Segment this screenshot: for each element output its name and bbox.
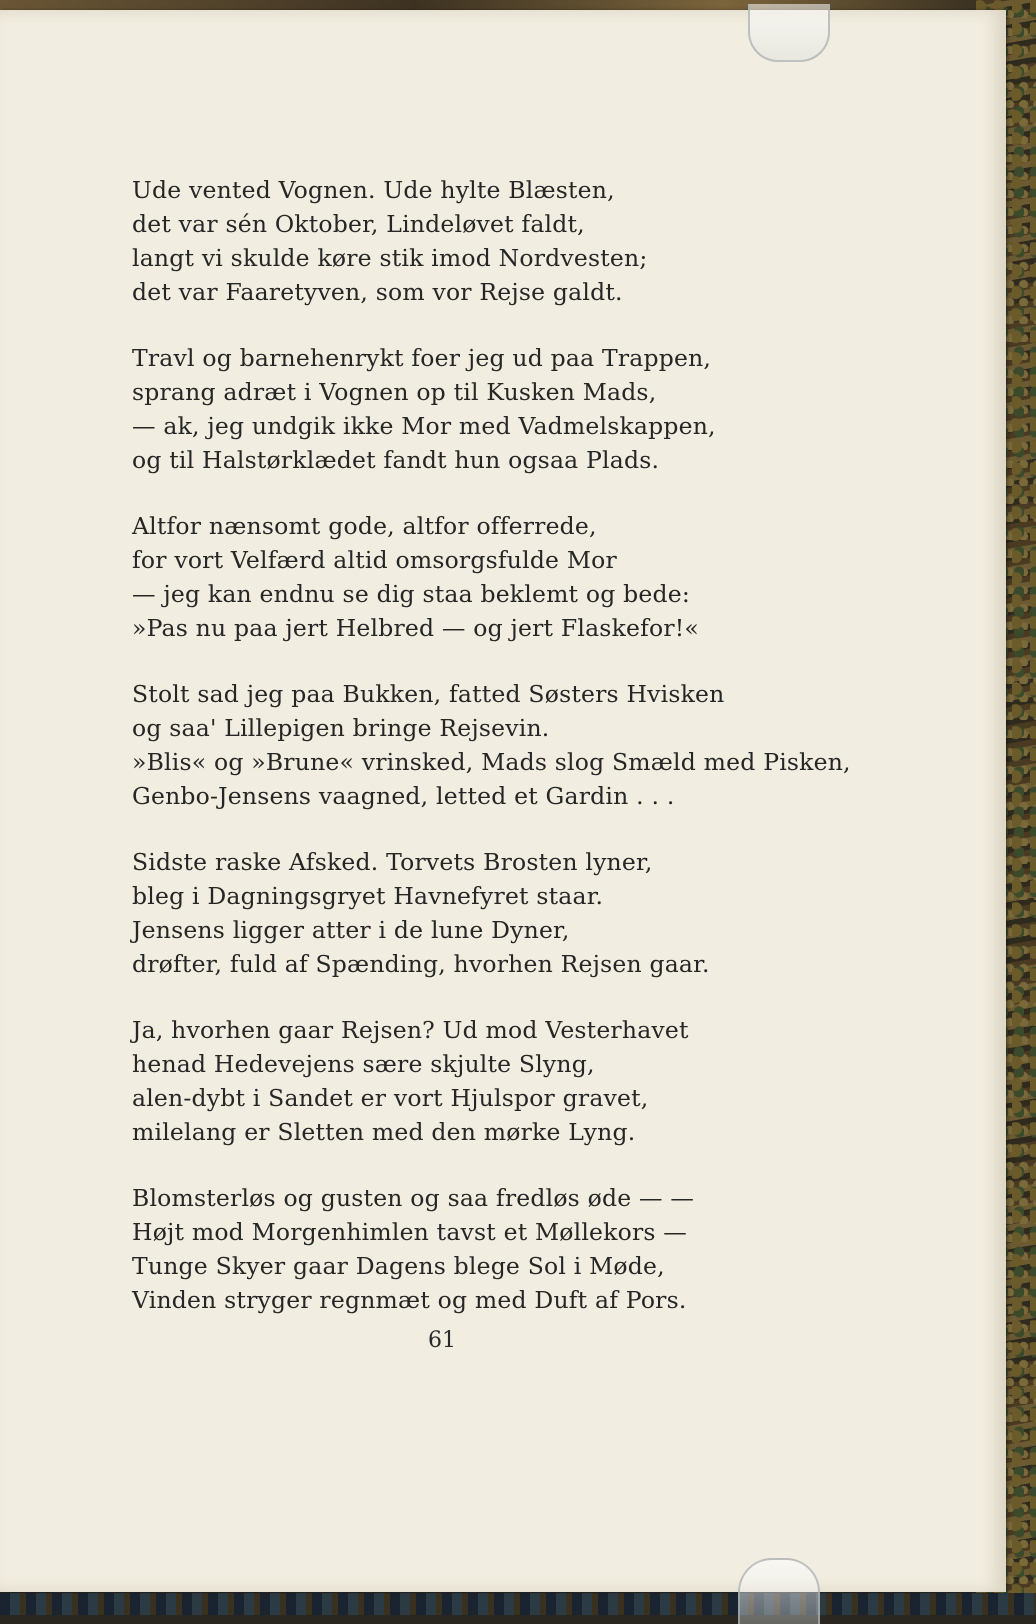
poem-line: — jeg kan endnu se dig staa beklemt og bede: (132, 580, 690, 608)
poem-line: Jensens ligger atter i de lune Dyner, (132, 916, 570, 944)
poem-line: bleg i Dagningsgryet Havnefyret staar. (132, 882, 604, 910)
page-clip-top (748, 4, 830, 62)
stanza-5 (132, 845, 952, 981)
poem (132, 173, 952, 1349)
poem-line: sprang adræt i Vognen op til Kusken Mads, (132, 378, 657, 406)
stanza-6 (132, 1013, 952, 1149)
poem-line: Ja, hvorhen gaar Rejsen? Ud mod Vesterhavet (132, 1016, 689, 1044)
page-clip-bottom (738, 1558, 820, 1624)
poem-line: det var sén Oktober, Lindeløvet faldt, (132, 210, 585, 238)
poem-line: milelang er Sletten med den mørke Lyng. (132, 1118, 636, 1146)
poem-line: langt vi skulde køre stik imod Nordvesten; (132, 244, 648, 272)
poem-line: det var Faaretyven, som vor Rejse galdt. (132, 278, 623, 306)
poem-line: Ude vented Vognen. Ude hylte Blæsten, (132, 176, 615, 204)
poem-line: — ak, jeg undgik ikke Mor med Vadmelskappen, (132, 412, 716, 440)
poem-line: og til Halstørklædet fandt hun ogsaa Plads. (132, 446, 660, 474)
poem-line: henad Hedevejens sære skjulte Slyng, (132, 1050, 595, 1078)
stanza-7 (132, 1181, 952, 1317)
stanza-4 (132, 677, 952, 813)
poem-line: Genbo-Jensens vaagned, letted et Gardin . . . (132, 782, 675, 810)
poem-line: Stolt sad jeg paa Bukken, fatted Søsters Hvisken (132, 680, 725, 708)
poem-line: drøfter, fuld af Spænding, hvorhen Rejsen gaar. (132, 950, 710, 978)
poem-line: alen-dybt i Sandet er vort Hjulspor gravet, (132, 1084, 649, 1112)
poem-line: og saa' Lillepigen bringe Rejsevin. (132, 714, 550, 742)
poem-line: Travl og barnehenrykt foer jeg ud paa Trappen, (132, 344, 712, 372)
poem-line: Vinden stryger regnmæt og med Duft af Pors. (132, 1286, 687, 1314)
poem-line: Sidste raske Afsked. Torvets Brosten lyner, (132, 848, 653, 876)
poem-line: »Pas nu paa jert Helbred — og jert Flaskefor!« (132, 614, 700, 642)
book-cover-bottom-edge (0, 1593, 1036, 1615)
book-page (0, 10, 1006, 1592)
poem-line: Tunge Skyer gaar Dagens blege Sol i Møde, (132, 1252, 665, 1280)
stanza-2 (132, 341, 952, 477)
poem-line: Altfor nænsomt gode, altfor offerrede, (132, 512, 597, 540)
poem-line: Blomsterløs og gusten og saa fredløs øde — — (132, 1184, 695, 1212)
stanza-1 (132, 173, 952, 309)
stanza-3 (132, 509, 952, 645)
poem-line: for vort Velfærd altid omsorgsfulde Mor (132, 546, 617, 574)
page-number: 61 (428, 1328, 456, 1353)
poem-line: Højt mod Morgenhimlen tavst et Møllekors — (132, 1218, 688, 1246)
poem-line: »Blis« og »Brune« vrinsked, Mads slog Smæld med Pisken, (132, 748, 851, 776)
